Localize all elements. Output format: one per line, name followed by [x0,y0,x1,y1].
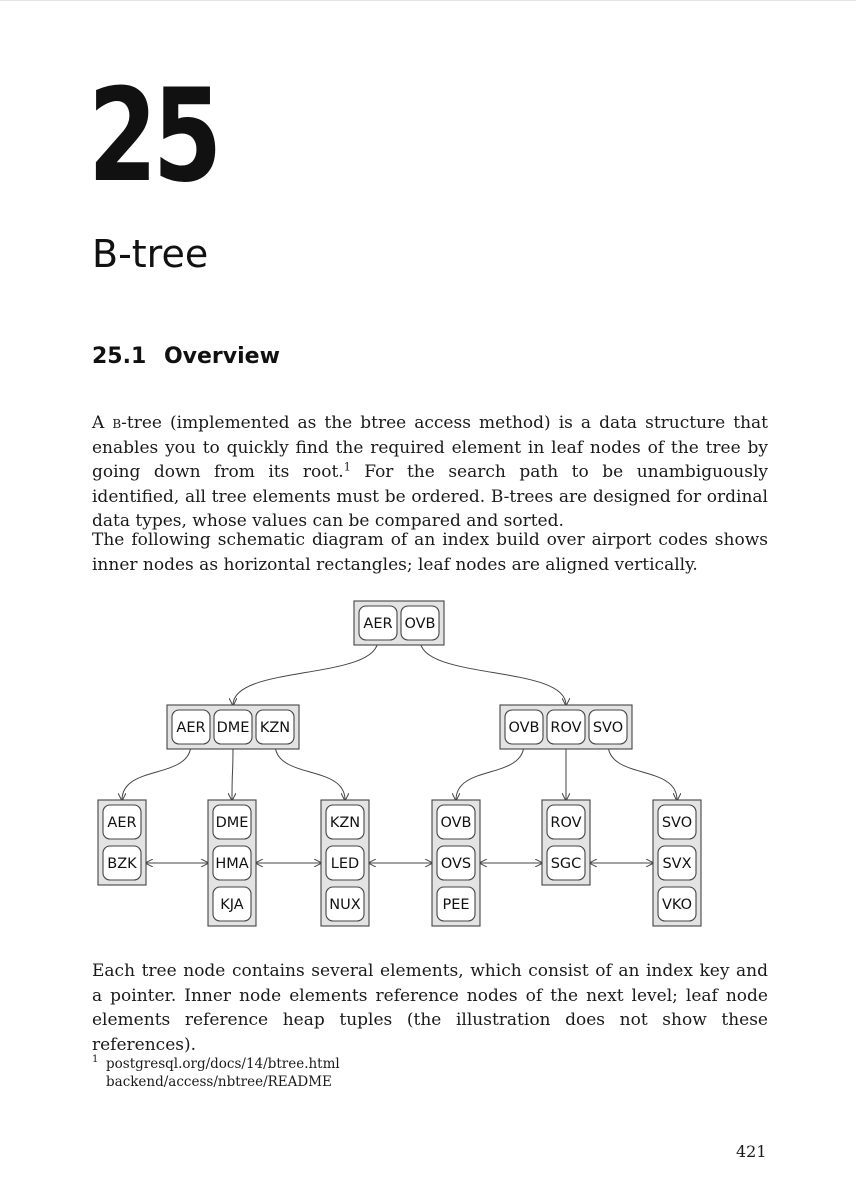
chapter-number: 25 [88,62,218,211]
leaf-node-4-key-pee [437,887,475,921]
section-title: Overview [163,344,280,369]
edge-root-2 [420,640,566,705]
root-node-key-ovb-label: OVB [404,616,436,632]
p1-rest: -tree (implemented as the btree access method) is a data structure that enables you to quickly find the required element in leaf nodes of the tree by going down from its root. [92,413,768,482]
edge-inner-2-1 [456,744,524,800]
leaf-node-2-key-dme [213,805,251,839]
leaf-node-4-key-ovs-label: OVS [440,856,472,872]
paragraph-diagram-intro: The following schematic diagram of an index build over airport codes shows inner nodes as horizontal rectangles; leaf nodes are aligned vertically. [92,530,768,575]
leaf-node-2-key-hma-label: HMA [215,856,249,872]
p1-lead: A [92,413,113,433]
inner-node-1-key-kzn [256,710,294,744]
footnote-reference[interactable]: 1 [343,460,351,474]
inner-node-2-key-rov-label: ROV [550,720,582,736]
leaf-node-2-key-dme-label: DME [215,815,249,831]
paragraph-node-elements: Each tree node contains several elements, which consist of an index key and a pointer. Inner node elements reference nodes of the next level; leaf node elements reference heap tuples (the illustration does not show these references). [92,961,768,1055]
leaf-node-1-key-aer-label: AER [107,815,137,831]
leaf-node-2-key-hma [213,846,251,880]
inner-node-1-key-kzn-label: KZN [259,720,291,736]
edge-inner-1-3 [275,744,345,800]
inner-node-1-key-dme [214,710,252,744]
leaf-node-5-key-sgc [547,846,585,880]
edge-inner-1-1 [122,744,191,800]
leaf-node-6-key-svx-label: SVX [662,856,692,872]
leaf-node-3-key-kzn [326,805,364,839]
footnote [92,1055,340,1091]
root-node-key-ovb [401,606,439,640]
leaf-node-3-key-kzn-label: KZN [329,815,361,831]
root-node-key-aer-label: AER [363,616,393,632]
leaf-node-6-key-svx [658,846,696,880]
leaf-node-6-key-svo [658,805,696,839]
chapter-title: B-tree [92,232,209,276]
leaf-node-2-key-kja-label: KJA [220,897,244,913]
edge-inner-2-3 [608,744,677,800]
leaf-node-5-key-rov-label: ROV [550,815,582,831]
root-node-key-aer [359,606,397,640]
inner-node-1-key-aer [172,710,210,744]
leaf-node-1-key-bzk-label: BZK [107,856,137,872]
leaf-node-5-key-sgc-label: SGC [550,856,582,872]
inner-node-2-key-svo [589,710,627,744]
footnote-link-readme[interactable]: backend/access/nbtree/README [106,1074,332,1090]
inner-node-1-key-dme-label: DME [216,720,250,736]
section-number: 25.1 [92,344,147,369]
leaf-node-3-key-nux-label: NUX [329,897,361,913]
footnote-link-docs[interactable]: postgresql.org/docs/14/btree.html [106,1056,340,1072]
leaf-node-4-key-pee-label: PEE [442,897,470,913]
footnote-mark: 1 [92,1054,99,1065]
p1-smallcaps: b [112,413,122,433]
inner-node-2-key-svo-label: SVO [592,720,624,736]
leaf-node-5-key-rov [547,805,585,839]
edge-root-1 [233,640,378,705]
leaf-node-1-key-bzk [103,846,141,880]
leaf-node-6-key-vko [658,887,696,921]
inner-node-2-key-rov [547,710,585,744]
leaf-node-1-key-aer [103,805,141,839]
leaf-node-6-key-svo-label: SVO [661,815,693,831]
leaf-node-2-key-kja [213,887,251,921]
edge-inner-1-2 [232,744,233,800]
inner-node-2-key-ovb [505,710,543,744]
inner-node-2-key-ovb-label: OVB [508,720,540,736]
leaf-node-4-key-ovb-label: OVB [440,815,472,831]
p1-tail: For the search path to be unambiguously identified, all tree elements must be ordered. B-trees are designed for ordinal data types, whose values can be compared and sorted. [92,462,768,531]
leaf-node-4-key-ovb [437,805,475,839]
leaf-node-6-key-vko-label: VKO [661,897,693,913]
leaf-node-4-key-ovs [437,846,475,880]
leaf-node-3-key-nux [326,887,364,921]
leaf-node-3-key-led [326,846,364,880]
leaf-node-3-key-led-label: LED [330,856,360,872]
page-number: 421 [736,1142,767,1161]
tree-nodes [98,601,701,926]
tree-edges [122,640,677,863]
inner-node-1-key-aer-label: AER [176,720,206,736]
